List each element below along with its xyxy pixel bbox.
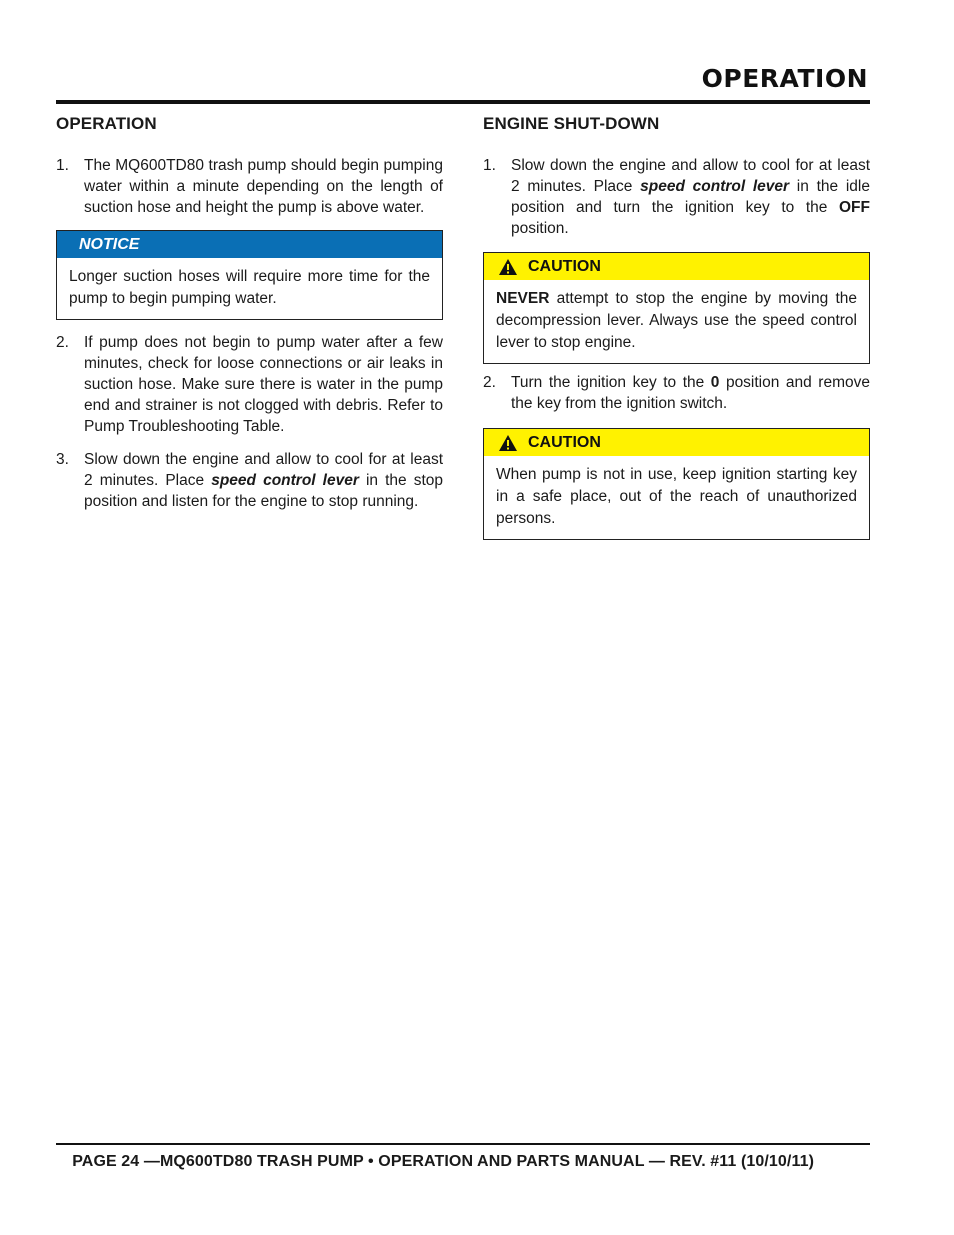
step-number: 2. bbox=[483, 374, 496, 391]
warning-triangle-icon bbox=[498, 434, 518, 452]
speed-control-lever-emphasis: speed control lever bbox=[211, 472, 359, 489]
header-rule bbox=[56, 100, 870, 104]
notice-box bbox=[56, 230, 443, 320]
shutdown-step-1 bbox=[483, 155, 870, 239]
section-heading-operation: OPERATION bbox=[56, 114, 157, 133]
off-emphasis: OFF bbox=[839, 199, 870, 216]
caution-body: When pump is not in use, keep ignition starting key in a safe place, out of the reach of unauthorized persons. bbox=[496, 466, 857, 527]
caution-box-1 bbox=[483, 252, 870, 364]
step-text-b: in the idle position and turn the ignition key to the bbox=[511, 178, 870, 216]
step-text-a: Slow down the engine and allow to cool for at least 2 minutes. Place bbox=[84, 451, 443, 489]
page-title: OPERATION bbox=[701, 64, 868, 93]
operation-step-2 bbox=[56, 332, 443, 437]
page-footer: PAGE 24 —MQ600TD80 TRASH PUMP • OPERATION AND PARTS MANUAL — REV. #11 (10/10/11) bbox=[72, 1153, 814, 1170]
caution-header bbox=[484, 429, 869, 456]
warning-triangle-icon bbox=[498, 258, 518, 276]
step-text-b: in the stop position and listen for the engine to stop running. bbox=[84, 472, 443, 510]
operation-step-1 bbox=[56, 155, 443, 218]
right-column bbox=[483, 114, 870, 540]
step-text-a: Turn the ignition key to the bbox=[511, 374, 711, 391]
step-number: 2. bbox=[56, 334, 69, 351]
step-text: The MQ600TD80 trash pump should begin pumping water within a minute depending on the length of suction hose and height the pump is above water. bbox=[84, 157, 443, 216]
notice-header: NOTICE bbox=[57, 231, 442, 258]
caution-text: attempt to stop the engine by moving the decompression lever. Always use the speed control lever to stop engine. bbox=[496, 290, 857, 351]
caution-header bbox=[484, 253, 869, 280]
shutdown-step-2 bbox=[483, 372, 870, 414]
step-number: 3. bbox=[56, 451, 69, 468]
left-column bbox=[56, 114, 443, 512]
step-number: 1. bbox=[56, 157, 69, 174]
step-text: If pump does not begin to pump water after a few minutes, check for loose connections or air leaks in suction hose. Make sure there is water in the pump end and strainer is not clogged with debris. Refer to Pump Troubleshooting Table. bbox=[84, 334, 443, 435]
caution-label: CAUTION bbox=[528, 433, 601, 451]
speed-control-lever-emphasis: speed control lever bbox=[640, 178, 790, 195]
footer-rule bbox=[56, 1143, 870, 1145]
operation-step-3 bbox=[56, 449, 443, 512]
step-number: 1. bbox=[483, 157, 496, 174]
caution-body bbox=[484, 280, 869, 363]
step-text-a: Slow down the engine and allow to cool for at least 2 minutes. Place bbox=[511, 157, 870, 195]
caution-label: CAUTION bbox=[528, 257, 601, 275]
never-emphasis: NEVER bbox=[496, 290, 550, 307]
notice-body: Longer suction hoses will require more time for the pump to begin pumping water. bbox=[69, 268, 430, 307]
caution-box-2 bbox=[483, 428, 870, 540]
step-text-c: position. bbox=[511, 220, 569, 237]
section-heading-engine-shutdown: ENGINE SHUT-DOWN bbox=[483, 114, 660, 133]
step-text-b: position and remove the key from the ignition switch. bbox=[511, 374, 870, 412]
zero-emphasis: 0 bbox=[710, 374, 720, 391]
